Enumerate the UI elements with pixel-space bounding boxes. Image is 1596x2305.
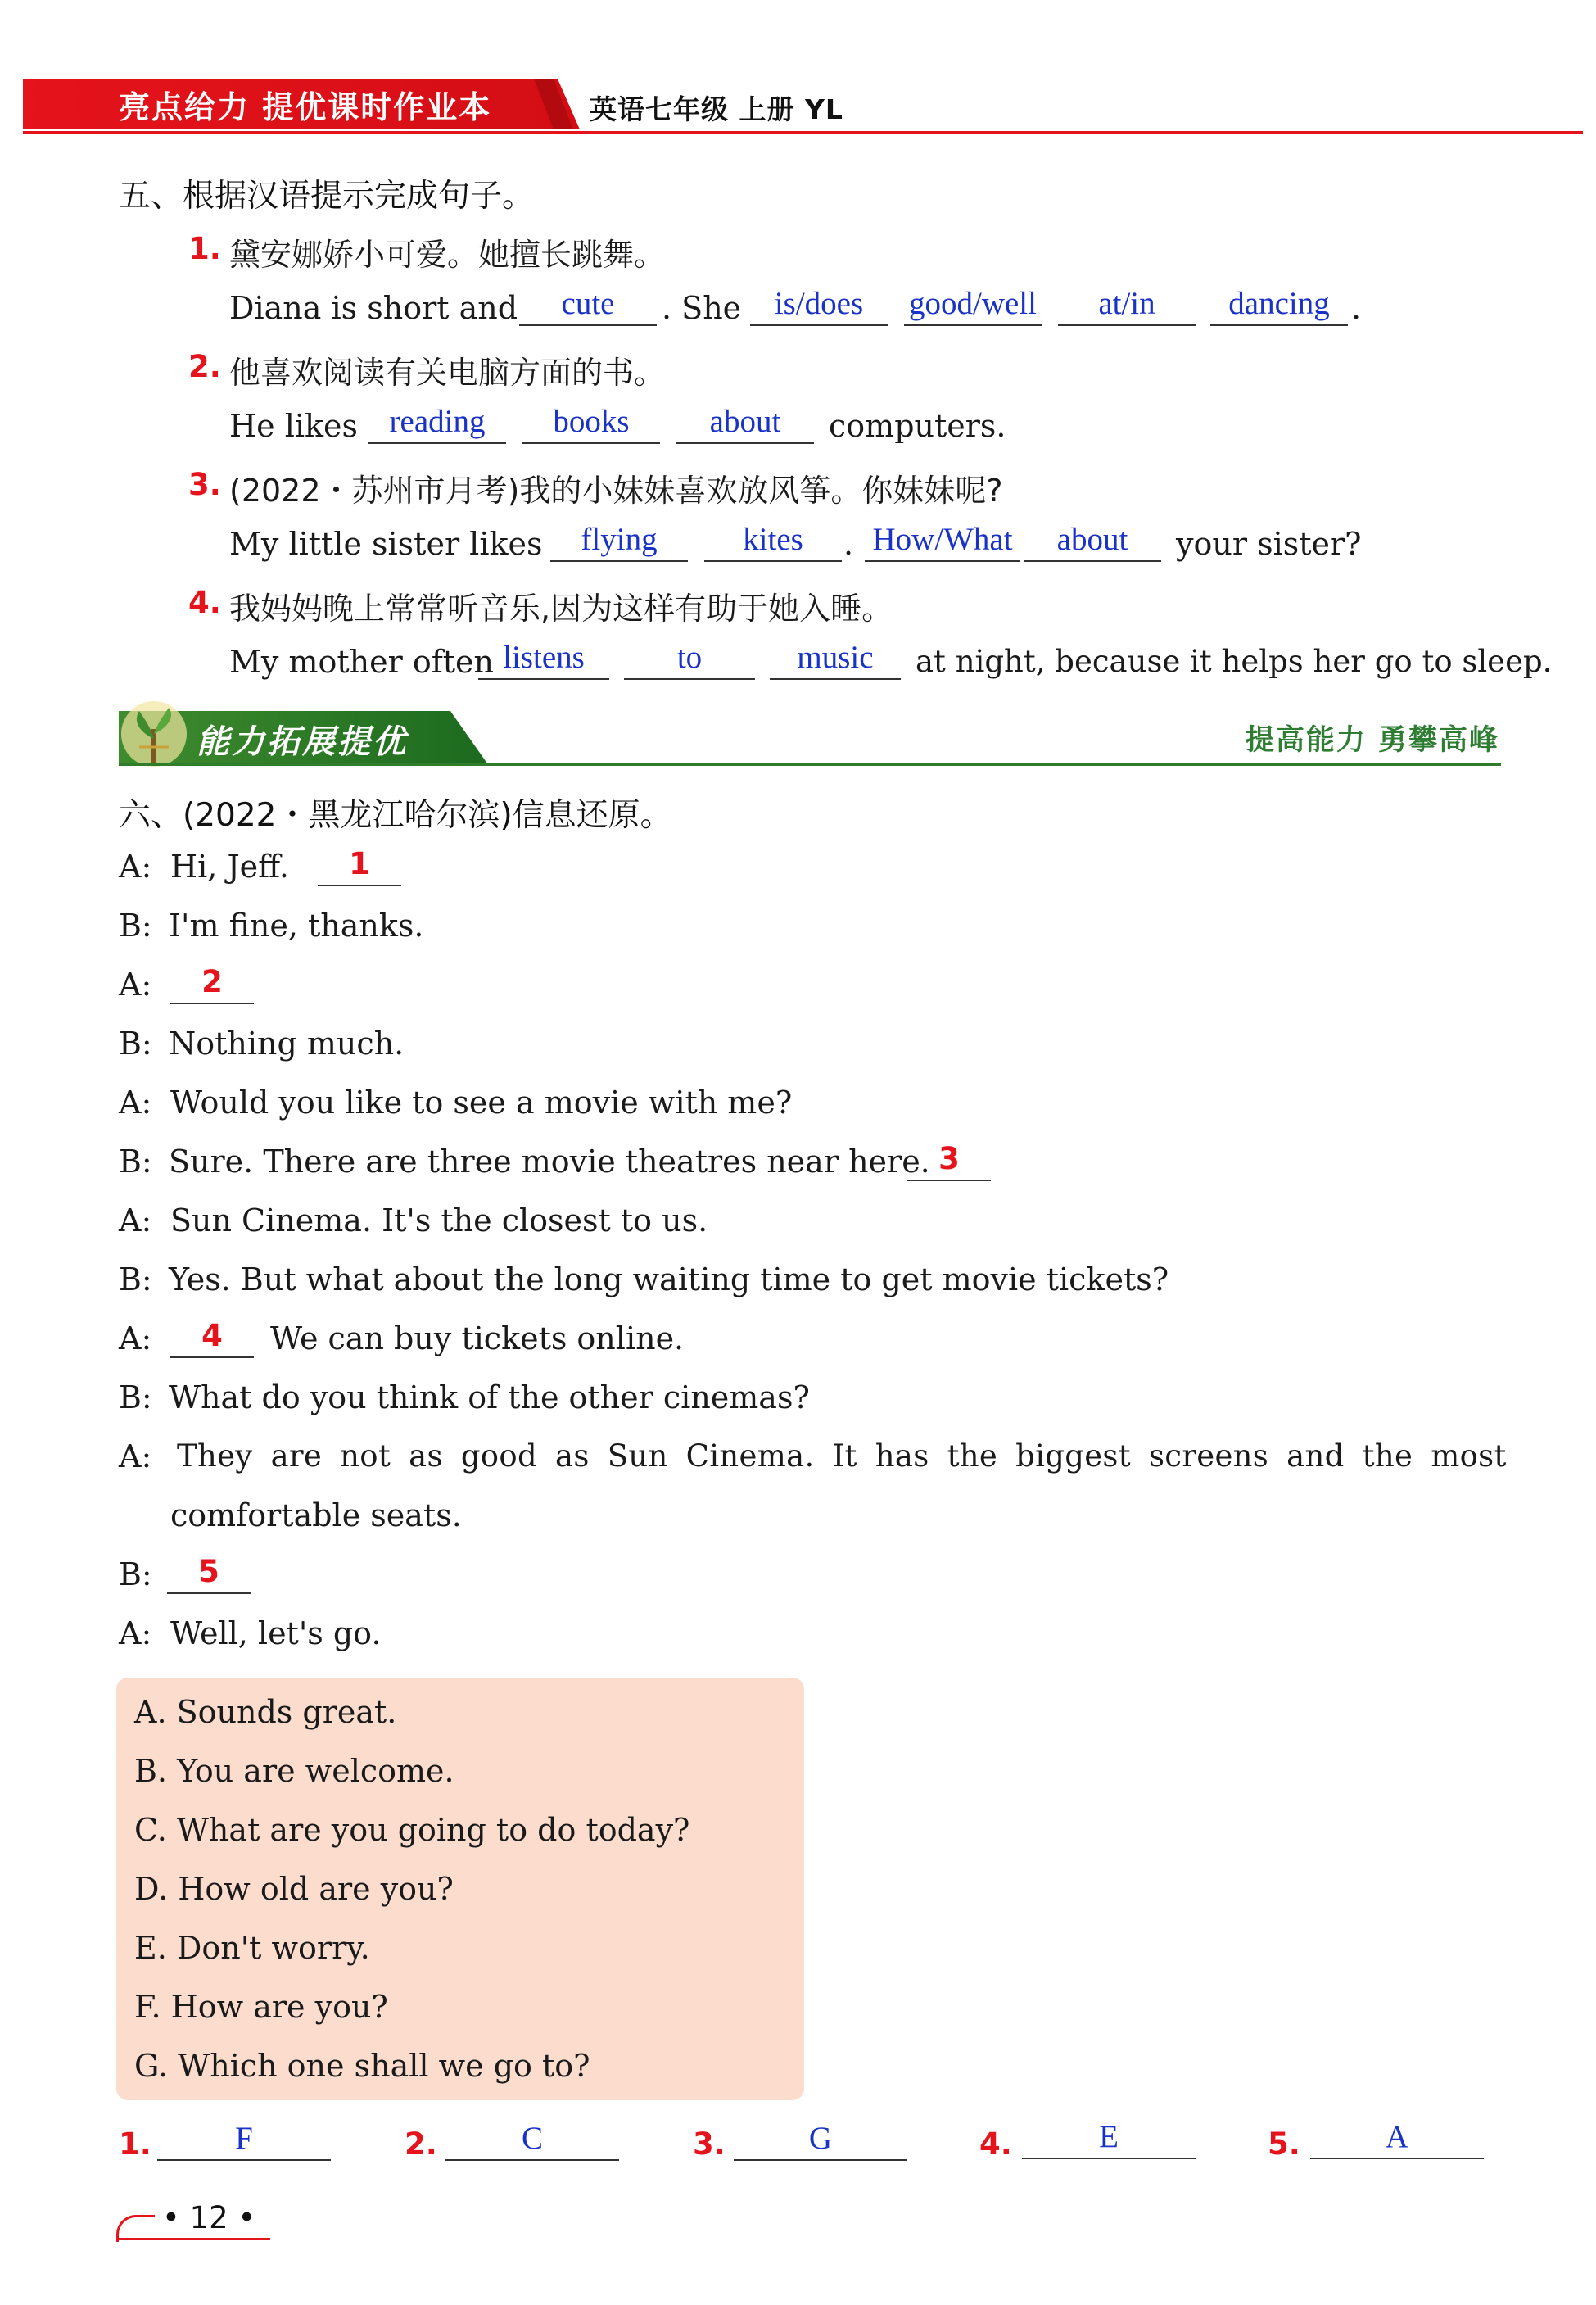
dialogue-speaker: A:	[119, 849, 152, 885]
item-number: 4.	[188, 585, 221, 620]
dialogue-text: Hi, Jeff.	[170, 849, 289, 885]
section5-title: 五、根据汉语提示完成句子。	[119, 178, 535, 215]
item-number: 3.	[188, 467, 221, 502]
dialogue-speaker: A:	[119, 1438, 152, 1474]
item-number: 1.	[188, 231, 221, 266]
dialogue-speaker: B:	[119, 1026, 152, 1062]
dialogue-speaker: A:	[119, 1202, 152, 1239]
header-title: 亮点给力 提优课时作业本	[119, 89, 492, 125]
answer-blank: music	[770, 641, 901, 680]
answer-number: 1.	[119, 2126, 151, 2162]
answer-number: 3.	[693, 2126, 726, 2162]
dialogue-speaker: B:	[119, 1379, 152, 1415]
sentence-part: computers.	[829, 408, 1006, 444]
dialogue-speaker: B:	[119, 1556, 152, 1592]
sentence-part: .	[843, 526, 854, 562]
sentence-part: at night, because it helps her go to sleep.	[916, 644, 1553, 679]
dialogue-text-continued: comfortable seats.	[170, 1497, 462, 1533]
answer-blank: G	[734, 2122, 907, 2161]
dialogue-text: We can buy tickets online.	[270, 1320, 685, 1356]
answer-blank: at/in	[1058, 287, 1196, 326]
answer-blank: about	[1024, 523, 1161, 562]
dialogue-blank: 1	[318, 847, 401, 886]
item-number: 2.	[188, 349, 221, 384]
dialogue-text: Well, let's go.	[170, 1615, 382, 1651]
banner-slogan: 提高能力 勇攀高峰	[1245, 724, 1499, 757]
page-number: • 12 •	[162, 2200, 256, 2235]
header-subtitle: 英语七年级 上册 YL	[590, 93, 843, 125]
option-item: C. What are you going to do today?	[134, 1812, 690, 1848]
answer-blank: reading	[368, 405, 506, 444]
dialogue-speaker: A:	[119, 1085, 152, 1121]
sentence-part: My little sister likes	[229, 526, 543, 562]
answer-blank: kites	[704, 523, 842, 562]
answer-number: 2.	[405, 2126, 437, 2162]
banner-rule	[119, 763, 1501, 766]
footer-rule	[119, 2238, 270, 2240]
option-item: F. How are you?	[134, 1989, 388, 2025]
item-chinese-prompt: 他喜欢阅读有关电脑方面的书。	[229, 355, 666, 391]
banner-title: 能力拓展提优	[197, 723, 408, 761]
dialogue-text: Sure. There are three movie theatres near here.	[169, 1143, 930, 1180]
sentence-part: . She	[662, 290, 742, 326]
item-chinese-prompt: (2022・苏州市月考)我的小妹妹喜欢放风筝。你妹妹呢?	[229, 473, 1003, 509]
answer-blank: to	[624, 641, 755, 680]
answer-blank: dancing	[1210, 287, 1348, 326]
dialogue-text: They are not as good as Sun Cinema. It has the biggest screens and the most	[177, 1438, 1507, 1474]
sentence-part: your sister?	[1176, 526, 1362, 562]
dialogue-text: Nothing much.	[169, 1026, 405, 1062]
dialogue-blank: 5	[167, 1555, 251, 1594]
section6-title: 六、(2022・黑龙江哈尔滨)信息还原。	[119, 797, 672, 834]
dialogue-text: Sun Cinema. It's the closest to us.	[170, 1202, 708, 1239]
dialogue-blank: 4	[170, 1319, 254, 1358]
dialogue-blank: 2	[170, 965, 254, 1004]
sentence-part: My mother often	[229, 644, 495, 680]
dialogue-speaker: A:	[119, 967, 152, 1003]
answer-blank: is/does	[750, 287, 888, 326]
dialogue-text: What do you think of the other cinemas?	[169, 1379, 810, 1415]
answer-blank: books	[522, 405, 660, 444]
option-item: E. Don't worry.	[134, 1930, 370, 1966]
dialogue-speaker: A:	[119, 1320, 152, 1356]
option-item: A. Sounds great.	[134, 1694, 397, 1730]
sentence-part: Diana is short and	[229, 290, 518, 326]
answer-blank: A	[1310, 2120, 1484, 2159]
dialogue-speaker: B:	[119, 908, 152, 944]
answer-number: 4.	[979, 2126, 1012, 2162]
answer-blank: E	[1022, 2120, 1196, 2159]
answer-blank: flying	[550, 523, 688, 562]
option-item: B. You are welcome.	[134, 1753, 454, 1789]
dialogue-text: Would you like to see a movie with me?	[170, 1085, 793, 1121]
answer-number: 5.	[1268, 2126, 1300, 2162]
options-box	[116, 1678, 804, 2100]
item-chinese-prompt: 我妈妈晚上常常听音乐,因为这样有助于她入睡。	[229, 591, 893, 627]
dialogue-speaker: A:	[119, 1615, 152, 1651]
dialogue-speaker: B:	[119, 1261, 152, 1297]
answer-blank: listens	[478, 641, 609, 680]
dialogue-speaker: B:	[119, 1143, 152, 1180]
answer-blank: F	[157, 2122, 331, 2161]
answer-blank: good/well	[904, 287, 1042, 326]
answer-blank: cute	[519, 287, 657, 326]
answer-blank: How/What	[865, 523, 1020, 562]
sentence-part: He likes	[229, 408, 359, 444]
header-rule	[23, 131, 1583, 134]
item-chinese-prompt: 黛安娜娇小可爱。她擅长跳舞。	[229, 237, 666, 273]
answer-blank: C	[445, 2122, 619, 2161]
option-item: D. How old are you?	[134, 1871, 454, 1907]
option-item: G. Which one shall we go to?	[134, 2048, 590, 2084]
dialogue-text: I'm fine, thanks.	[169, 908, 424, 944]
answer-blank: about	[676, 405, 814, 444]
dialogue-blank: 3	[907, 1142, 991, 1181]
dialogue-text: Yes. But what about the long waiting time to get movie tickets?	[169, 1261, 1169, 1297]
sentence-part: .	[1351, 290, 1362, 326]
